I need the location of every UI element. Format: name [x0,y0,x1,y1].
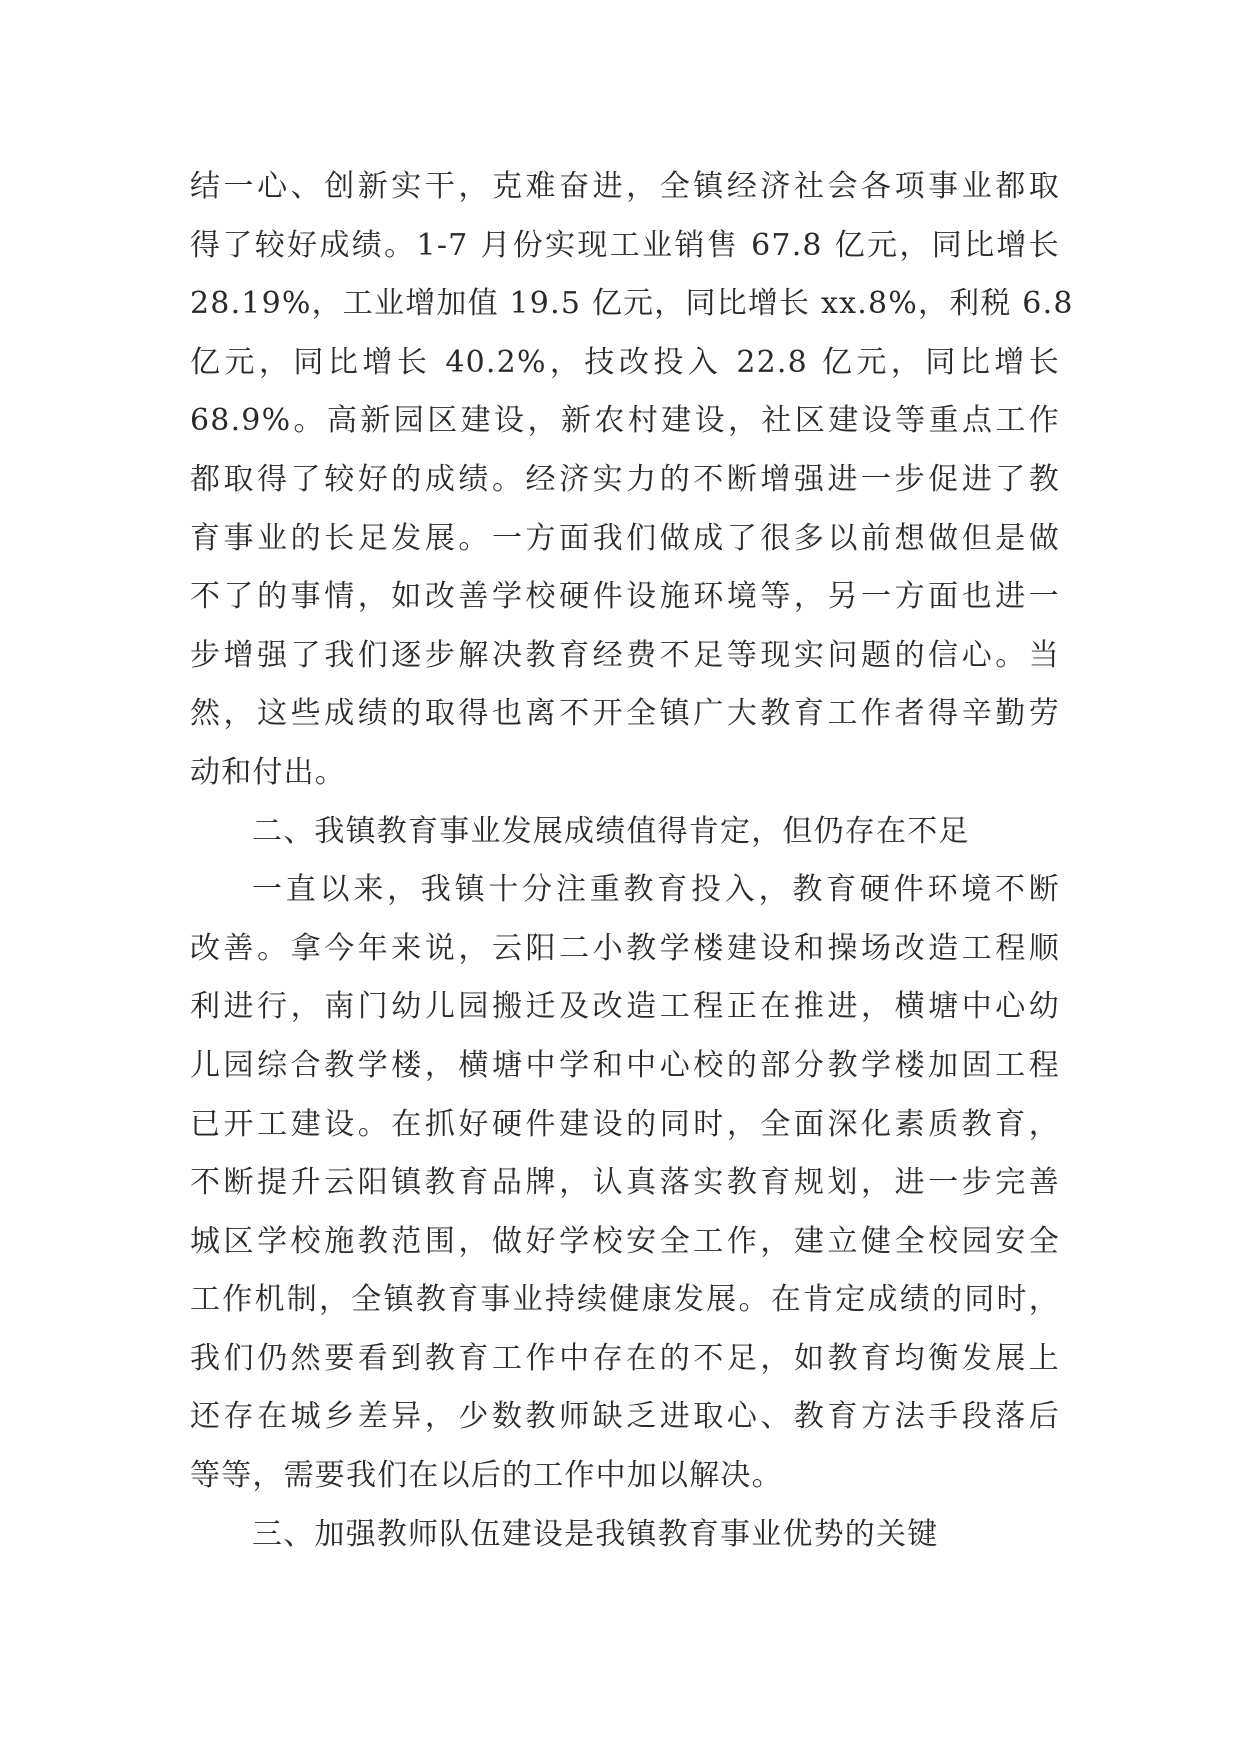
text-line: 已开工建设。在抓好硬件建设的同时，全面深化素质教育， [190,1106,1060,1142]
text-line: 28.19%，工业增加值 19.5 亿元，同比增长 xx.8%，利税 6.8 [190,286,1074,322]
text-line: 不了的事情，如改善学校硬件设施环境等，另一方面也进一 [190,579,1060,615]
text-line: 工作机制，全镇教育事业持续健康发展。在肯定成绩的同时， [190,1282,1060,1318]
text-line: 一直以来，我镇十分注重教育投入，教育硬件环境不断 [252,872,1060,908]
text-line: 然，这些成绩的取得也离不开全镇广大教育工作者得辛勤劳 [190,696,1060,732]
document-body [190,158,1074,1564]
text-line: 我们仍然要看到教育工作中存在的不足，如教育均衡发展上 [190,1340,1060,1376]
text-line: 动和付出。 [190,754,346,790]
text-line: 得了较好成绩。1-7 月份实现工业销售 67.8 亿元，同比增长 [190,227,1060,263]
text-line: 利进行，南门幼儿园搬迁及改造工程正在推进，横塘中心幼 [190,989,1060,1025]
text-line: 还存在城乡差异，少数教师缺乏进取心、教育方法手段落后 [190,1399,1060,1435]
paragraph-economic-results [190,158,1074,803]
text-line: 育事业的长足发展。一方面我们做成了很多以前想做但是做 [190,520,1060,556]
text-line: 改善。拿今年来说，云阳二小教学楼建设和操场改造工程顺 [190,930,1060,966]
text-line: 不断提升云阳镇教育品牌，认真落实教育规划，进一步完善 [190,1165,1060,1201]
text-line: 步增强了我们逐步解决教育经费不足等现实问题的信心。当 [190,637,1060,673]
paragraph-education-progress [190,861,1060,1506]
section-heading-2: 二、我镇教育事业发展成绩值得肯定，但仍存在不足 [252,813,970,849]
section-heading-3: 三、加强教师队伍建设是我镇教育事业优势的关键 [252,1516,939,1552]
text-line: 68.9%。高新园区建设，新农村建设，社区建设等重点工作 [190,403,1060,439]
text-line: 亿元，同比增长 40.2%，技改投入 22.8 亿元，同比增长 [190,344,1060,380]
text-line: 等等，需要我们在以后的工作中加以解决。 [190,1458,783,1494]
text-line: 城区学校施教范围，做好学校安全工作，建立健全校园安全 [190,1223,1060,1259]
text-line: 都取得了较好的成绩。经济实力的不断增强进一步促进了教 [190,461,1060,497]
text-line: 儿园综合教学楼，横塘中学和中心校的部分教学楼加固工程 [190,1047,1060,1083]
text-line: 结一心、创新实干，克难奋进，全镇经济社会各项事业都取 [190,169,1060,204]
